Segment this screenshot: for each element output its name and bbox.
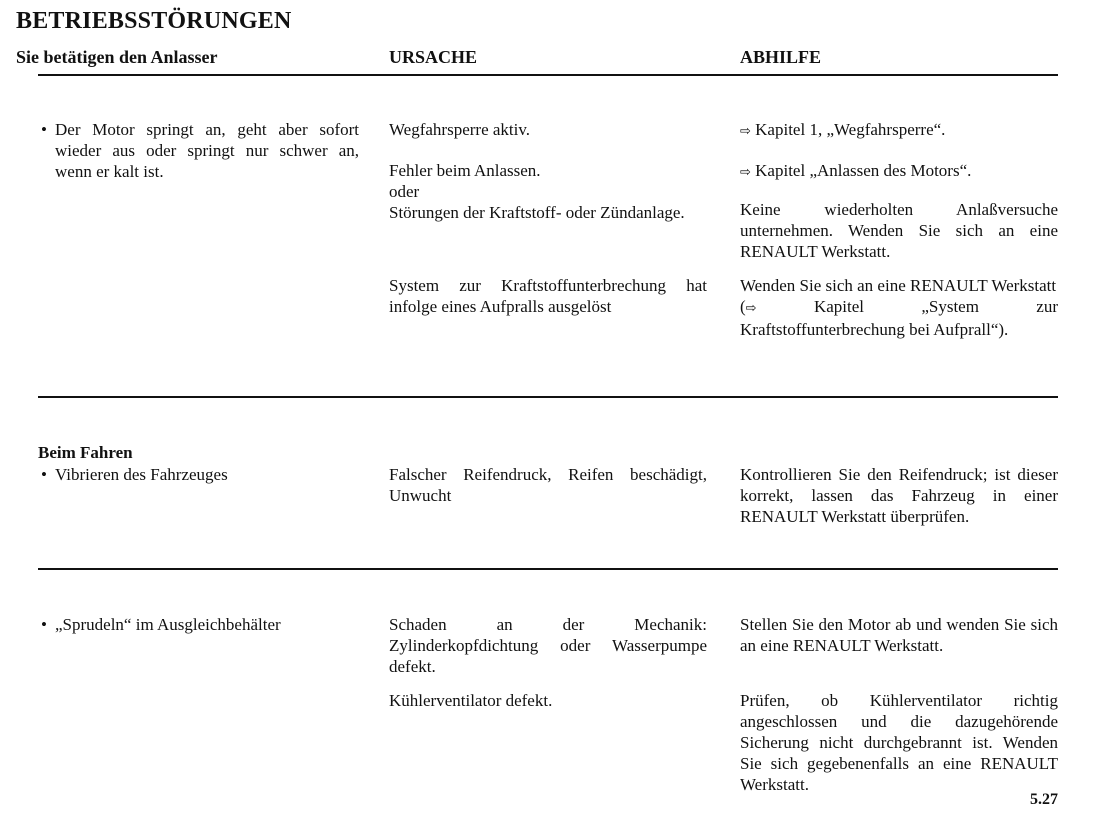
section-divider xyxy=(38,568,1058,570)
cause-radiator-fan: Kühlerventilator defekt. xyxy=(389,691,553,710)
col1-header: Sie betätigen den Anlasser xyxy=(16,47,218,67)
arrow-right-icon: ⇨ xyxy=(740,165,751,180)
page-number: 5.27 xyxy=(1030,791,1058,808)
col3-header: ABHILFE xyxy=(740,47,822,67)
arrow-right-icon: ⇨ xyxy=(740,124,751,139)
remedy-starting-chapter: ⇨ Kapitel „Anlassen des Motors“. xyxy=(740,161,972,180)
page-title: BETRIEBSSTÖRUNGEN xyxy=(16,8,292,34)
col2-header: URSACHE xyxy=(389,47,478,67)
remedy-stop-engine: Stellen Sie den Motor ab und wenden Sie sich an eine RENAULT Werkstatt. xyxy=(740,615,1058,655)
remedy-no-repeated-start: Keine wiederholten Anlaßversuche unternehmen. Wenden Sie sich an eine RENAULT Werkstatt. xyxy=(740,200,1058,261)
cause-mechanical-damage: Schaden an der Mechanik: Zylinderkopfdichtung oder Wasserpumpe defekt. xyxy=(389,615,707,676)
cause-tyres: Falscher Reifendruck, Reifen beschädigt, Unwucht xyxy=(389,465,707,505)
section-divider xyxy=(38,396,1058,398)
symptom-vibration: • Vibrieren des Fahrzeuges xyxy=(55,464,359,485)
cause-starting-error: Fehler beim Anlassen. oder Störungen der Kraftstoff- oder Zündanlage. xyxy=(389,161,685,222)
symptom-bubbling: • „Sprudeln“ im Ausgleichbehälter xyxy=(55,614,359,635)
remedy-tyres: Kontrollieren Sie den Reifendruck; ist dieser korrekt, lassen das Fahrzeug in einer RENAULT Werkstatt überprüfen. xyxy=(740,465,1058,526)
cause-immobilizer: Wegfahrsperre aktiv. xyxy=(389,120,531,139)
remedy-radiator-fan: Prüfen, ob Kühlerventilator richtig angeschlossen und die dazugehörende Sicherung nicht durchgebrannt ist. Wenden Sie sich gegebenenfalls an eine RENAULT Werkstatt. xyxy=(740,691,1058,794)
arrow-right-icon: ⇨ xyxy=(745,301,757,316)
symptom-engine-stalls: • Der Motor springt an, geht aber sofort wieder aus oder springt nur schwer an, wenn er kalt ist. xyxy=(55,119,359,182)
remedy-fuel-cutoff: Wenden Sie sich an eine RENAULT Werkstatt (⇨ Kapitel „System zur Kraftstoffunterbrechung bei Aufprall“). xyxy=(740,276,1058,339)
remedy-immobilizer: ⇨ Kapitel 1, „Wegfahrsperre“. xyxy=(740,120,946,139)
cause-fuel-cutoff: System zur Kraftstoffunterbrechung hat infolge eines Aufpralls ausgelöst xyxy=(389,276,707,316)
header-divider xyxy=(38,74,1058,76)
section-heading-driving: Beim Fahren xyxy=(38,443,133,462)
